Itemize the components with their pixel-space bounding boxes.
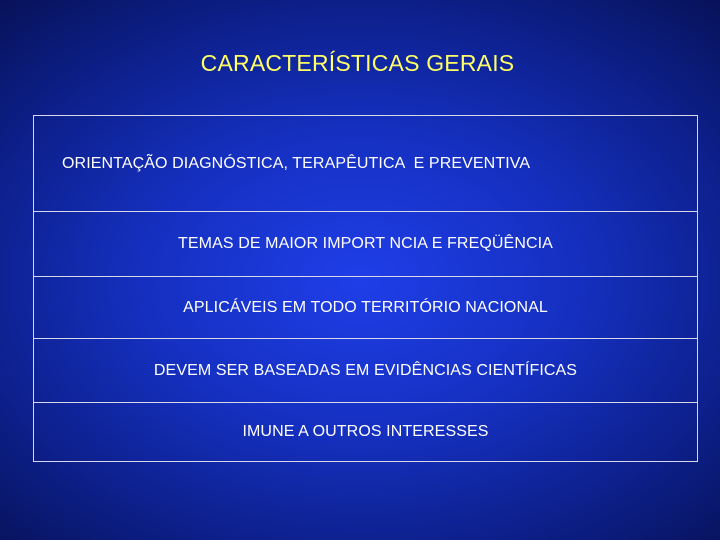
slide-title: CARACTERÍSTICAS GERAIS [200,50,515,76]
table-row [34,211,697,276]
table-row [34,338,697,402]
characteristics-table [33,115,698,462]
row-text: IMUNE A OUTROS INTERESSES [242,423,489,440]
row-text: TEMAS DE MAIOR IMPORT NCIA E FREQÜÊNCIA [178,235,553,252]
table-row [34,402,697,461]
row-text: ORIENTAÇÃO DIAGNÓSTICA, TERAPÊUTICA E PREVENTIVA [62,154,531,172]
row-text: DEVEM SER BASEADAS EM EVIDÊNCIAS CIENTÍFICAS [153,361,578,379]
row-text: APLICÁVEIS EM TODO TERRITÓRIO NACIONAL [183,298,548,316]
table-row [34,116,697,211]
table-row [34,276,697,338]
